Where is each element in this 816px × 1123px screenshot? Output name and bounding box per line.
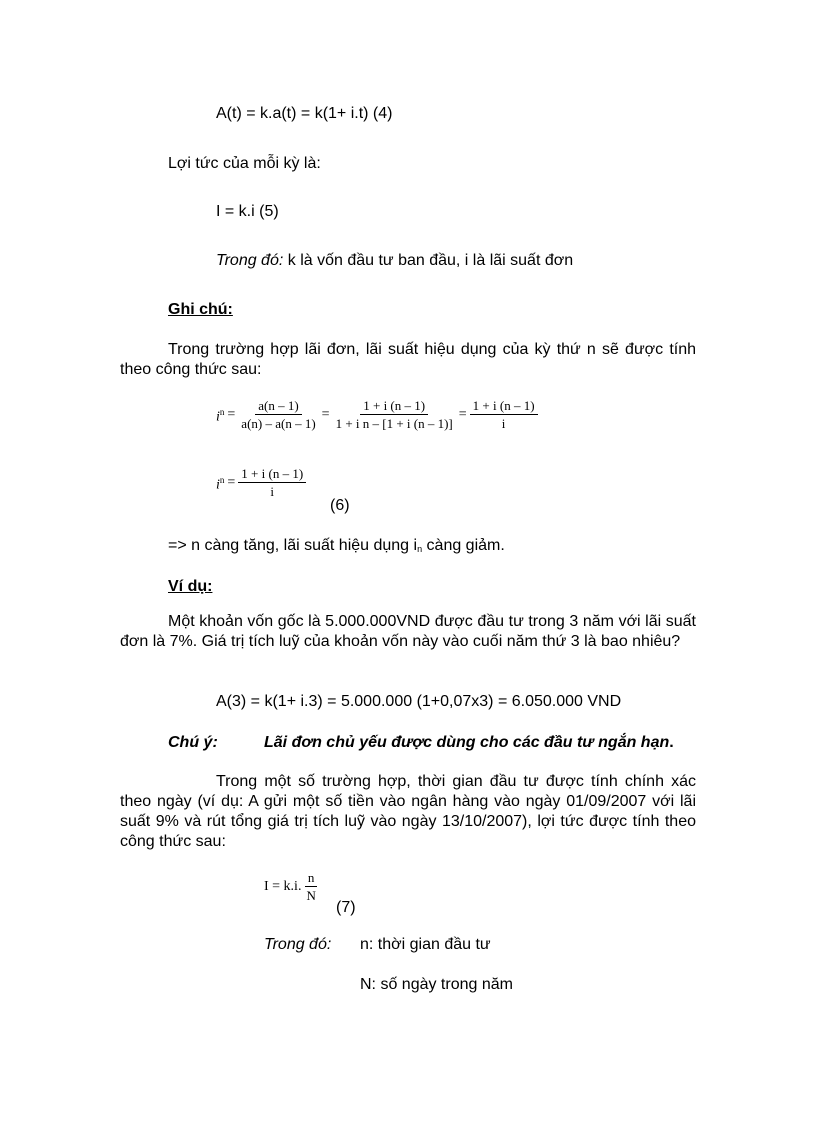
eq6-lhs: $i^n$ <box>216 406 225 425</box>
trong-do-text: k là vốn đầu tư ban đầu, i là lãi suất đơn <box>283 252 574 269</box>
trong-do-line <box>216 251 573 271</box>
definition-n: n: thời gian đầu tư <box>360 936 491 953</box>
formula-5: I = k.i (5) <box>216 203 279 220</box>
equation-7-number: (7) <box>336 899 356 916</box>
equation-6-number: (6) <box>330 497 350 514</box>
vi-du-paragraph: Một khoản vốn gốc là 5.000.000VND được đầu tư trong 3 năm với lãi suất đơn là 7%. Giá trị tích luỹ của khoản vốn này vào cuối năm thứ 3 là bao nhiêu? <box>120 613 696 650</box>
vi-du-heading: Ví dụ: <box>168 578 213 595</box>
loi-tuc-intro: Lợi tức của mỗi kỳ là: <box>168 155 321 172</box>
ngay-paragraph: Trong một số trường hợp, thời gian đầu tư được tính chính xác theo ngày (ví dụ: A gửi một số tiền vào ngân hàng vào ngày 01/09/2007 với lãi suất 9% và rút tổng giá trị tích luỹ vào ngày 13/10/2007), lợi tức được tính theo công thức sau: <box>120 773 696 850</box>
chu-y-line <box>168 733 674 753</box>
formula-4: A(t) = k.a(t) = k(1+ i.t) (4) <box>216 105 393 122</box>
trong-do-label: Trong đó: <box>216 252 284 269</box>
equation-6-result: $i^n$ = $\frac{1 + i (n - 1)}{i}$ <box>216 466 306 499</box>
formula-a3: A(3) = k(1+ i.3) = 5.000.000 (1+0,07x3) = 6.050.000 VND <box>216 693 622 710</box>
eq6-fraction-2: $\frac{1 + i (n - 1)}{\text{1 + i n – [1 + i (n – 1)]}}$ <box>335 398 453 431</box>
chu-y-label: Chú ý: <box>168 734 218 751</box>
eq7-fraction: $\frac{n}{N}$ <box>306 870 316 903</box>
trong-do-2-label: Trong đó: <box>264 936 332 953</box>
eq6b-lhs: $i^n$ <box>216 474 225 493</box>
equation-7: I = k.i. $\frac{n}{N}$ <box>264 870 319 903</box>
eq6-fraction-3: $\frac{1 + i (n - 1)}{i}$ <box>470 398 538 431</box>
eq6b-fraction: $\frac{1 + i (n - 1)}{i}$ <box>238 466 306 499</box>
ghi-chu-paragraph: Trong trường hợp lãi đơn, lãi suất hiệu dụng của kỳ thứ n sẽ được tính theo công thức sau: <box>120 341 696 378</box>
conclusion-line: => n càng tăng, lãi suất hiệu dụng $i_n$ càng giảm. <box>168 537 505 554</box>
definition-N: N: số ngày trong năm <box>360 976 513 993</box>
chu-y-text: Lãi đơn chủ yếu được dùng cho các đầu tư ngắn hạn. <box>264 734 674 751</box>
equation-6-main: $i^n$ = $\frac{a(n - 1)}{a(n) - a(n - 1)}$ = $\frac{1 + i (n - 1)}{\text{1 + i n – [1 + i (n – 1)]}}$ = $\frac{1 + i (n - 1)}{i}$ <box>216 398 538 431</box>
eq6-fraction-1: $\frac{a(n - 1)}{a(n) - a(n - 1)}$ <box>241 398 316 431</box>
ghi-chu-heading: Ghi chú: <box>168 301 233 318</box>
